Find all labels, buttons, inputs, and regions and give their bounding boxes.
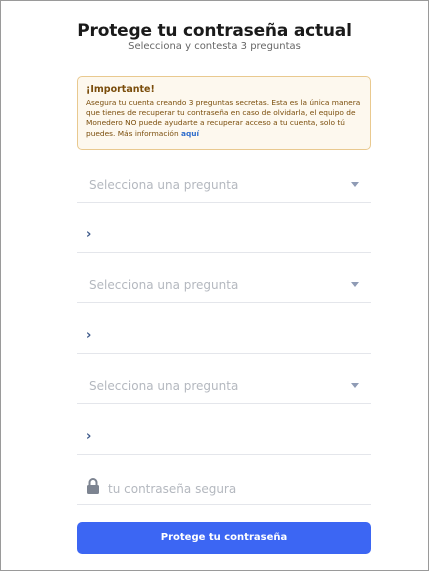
caret-down-icon — [351, 282, 359, 287]
question-select-2[interactable] — [77, 267, 371, 303]
question-select-placeholder: Selecciona una pregunta — [89, 379, 239, 393]
password-placeholder: tu contraseña segura — [108, 482, 237, 496]
notice-body — [86, 98, 362, 139]
lock-icon — [86, 477, 100, 495]
question-select-3[interactable] — [77, 368, 371, 404]
caret-down-icon — [351, 383, 359, 388]
answer-field-1[interactable] — [77, 217, 371, 253]
caret-down-icon — [351, 182, 359, 187]
page-subtitle: Selecciona y contesta 3 preguntas — [128, 41, 301, 52]
chevron-right-icon: › — [86, 429, 92, 444]
notice-text: Asegura tu cuenta creando 3 preguntas secretas. Esta es la única manera que tienes de recuperar tu contraseña en caso de olvidarla, el equipo de Monedero NO puede ayudarte a recuperar acceso a tu cuenta, solo tú puedes. Más información — [86, 98, 361, 138]
answer-field-2[interactable] — [77, 318, 371, 354]
important-notice — [77, 76, 371, 150]
question-select-placeholder: Selecciona una pregunta — [89, 178, 239, 192]
password-field[interactable] — [77, 469, 371, 505]
notice-heading: ¡Importante! — [86, 84, 155, 95]
question-select-placeholder: Selecciona una pregunta — [89, 278, 239, 292]
chevron-right-icon: › — [86, 227, 92, 242]
question-select-1[interactable] — [77, 167, 371, 203]
answer-field-3[interactable] — [77, 419, 371, 455]
more-info-link[interactable]: aquí — [181, 128, 200, 138]
protect-password-button[interactable]: Protege tu contraseña — [77, 522, 371, 554]
page-title: Protege tu contraseña actual — [77, 21, 352, 41]
chevron-right-icon: › — [86, 328, 92, 343]
